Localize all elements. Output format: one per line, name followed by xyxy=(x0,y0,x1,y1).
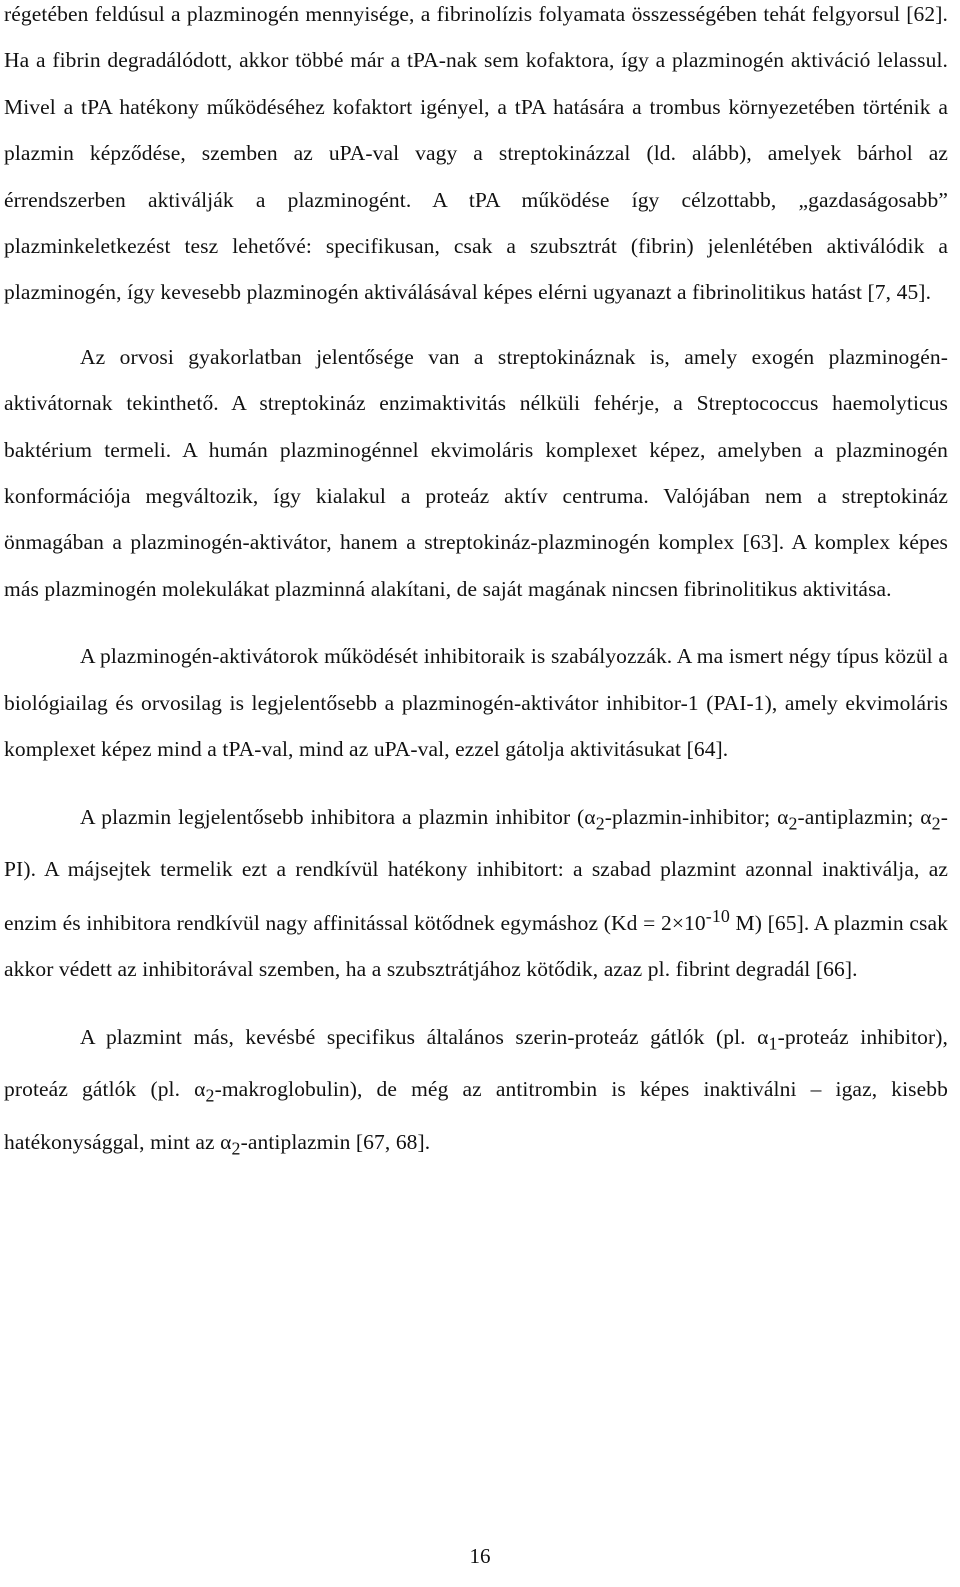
document-page xyxy=(4,0,948,1172)
paragraph-plasmin-inhibitor xyxy=(4,794,948,993)
subscript: 2 xyxy=(595,812,605,833)
paragraph-other-inhibitors xyxy=(4,1014,948,1172)
text-segment: A plazmin legjelentősebb inhibitora a plazmin inhibitor (α xyxy=(80,804,596,829)
text-segment: -PI). A májsejtek termelik ezt a rendkívül hatékony inhibitort: a szabad plazmint azonnal inaktiválja, az enzim és inhibitora rendkívül nagy affinitással kötődnek egymáshoz (Kd = 2 xyxy=(4,804,948,935)
subscript: 2 xyxy=(931,812,941,833)
subscript: 2 xyxy=(205,1085,215,1106)
text-segment: M) [65]. A plazmin csak akkor védett az inhibitorával szemben, ha a szubsztrátjához kötődik, azaz pl. fibrint degradál [66]. xyxy=(4,910,948,982)
paragraph-pai1: A plazminogén-aktivátorok működését inhibitoraik is szabályozzák. A ma ismert négy típus közül a biológiailag és orvosilag is legjelentősebb a plazminogén-aktivátor inhibitor-1 (PAI-1), amely ekvimoláris komplexet képez mind a tPA-val, mind az uPA-val, ezzel gátolja aktivitásukat [64]. xyxy=(4,644,948,762)
multiplication-sign: × xyxy=(671,910,685,935)
text-segment: -proteáz inhibitor), proteáz gátlók (pl. α xyxy=(4,1024,948,1102)
subscript: 1 xyxy=(768,1032,778,1053)
text-segment: A plazmint más, kevésbé specifikus általános szerin-proteáz gátlók (pl. α xyxy=(80,1024,769,1049)
superscript: -10 xyxy=(705,905,730,926)
page-number: 16 xyxy=(469,1544,491,1568)
text-segment: -plazmin-inhibitor; α xyxy=(604,804,789,829)
subscript: 2 xyxy=(788,812,798,833)
text-segment: -antiplazmin; α xyxy=(797,804,932,829)
paragraph-tpa-cofactor: régetében feldúsul a plazminogén mennyisége, a fibrinolízis folyamata összességében tehát felgyorsul [62]. Ha a fibrin degradálódott, akkor többé már a tPA-nak sem kofaktora, így a plazminogén aktiváció lelassul. Mivel a tPA hatékony működéséhez kofaktort igényel, a tPA hatására a trombus környezetében történik a plazmin képződése, szemben az uPA-val vagy a streptokinázzal (ld. alább), amelyek bárhol az érrendszerben aktiválják a plazminogént. A tPA működése így célzottabb, „gazdaságosabb” plazminkeletkezést tesz lehetővé: specifikusan, csak a szubsztrát (fibrin) jelenlétében aktiválódik a plazminogén, így kevesebb plazminogén aktiválásával képes elérni ugyanazt a fibrinolitikus hatást [7, 45]. xyxy=(4,2,948,305)
text-segment: -antiplazmin [67, 68]. xyxy=(240,1129,431,1154)
text-segment: -makroglobulin), de még az antitrombin is képes inaktiválni – igaz, kisebb hatékonysággal, mint az α xyxy=(4,1077,948,1154)
text-segment: 10 xyxy=(684,910,706,935)
paragraph-streptokinase: Az orvosi gyakorlatban jelentősége van a streptokináznak is, amely exogén plazminogén-aktivátornak tekinthető. A streptokináz enzimaktivitás nélküli fehérje, a Streptococcus haemolyticus baktérium termeli. A humán plazminogénnel ekvimoláris komplexet képez, amelyben a plazminogén konformációja megváltozik, így kialakul a proteáz aktív centruma. Valójában nem a streptokináz önmagában a plazminogén-aktivátor, hanem a streptokináz-plazminogén komplex [63]. A komplex képes más plazminogén molekulákat plazminná alakítani, de saját magának nincsen fibrinolitikus aktivitása. xyxy=(4,344,948,601)
subscript: 2 xyxy=(231,1138,241,1159)
